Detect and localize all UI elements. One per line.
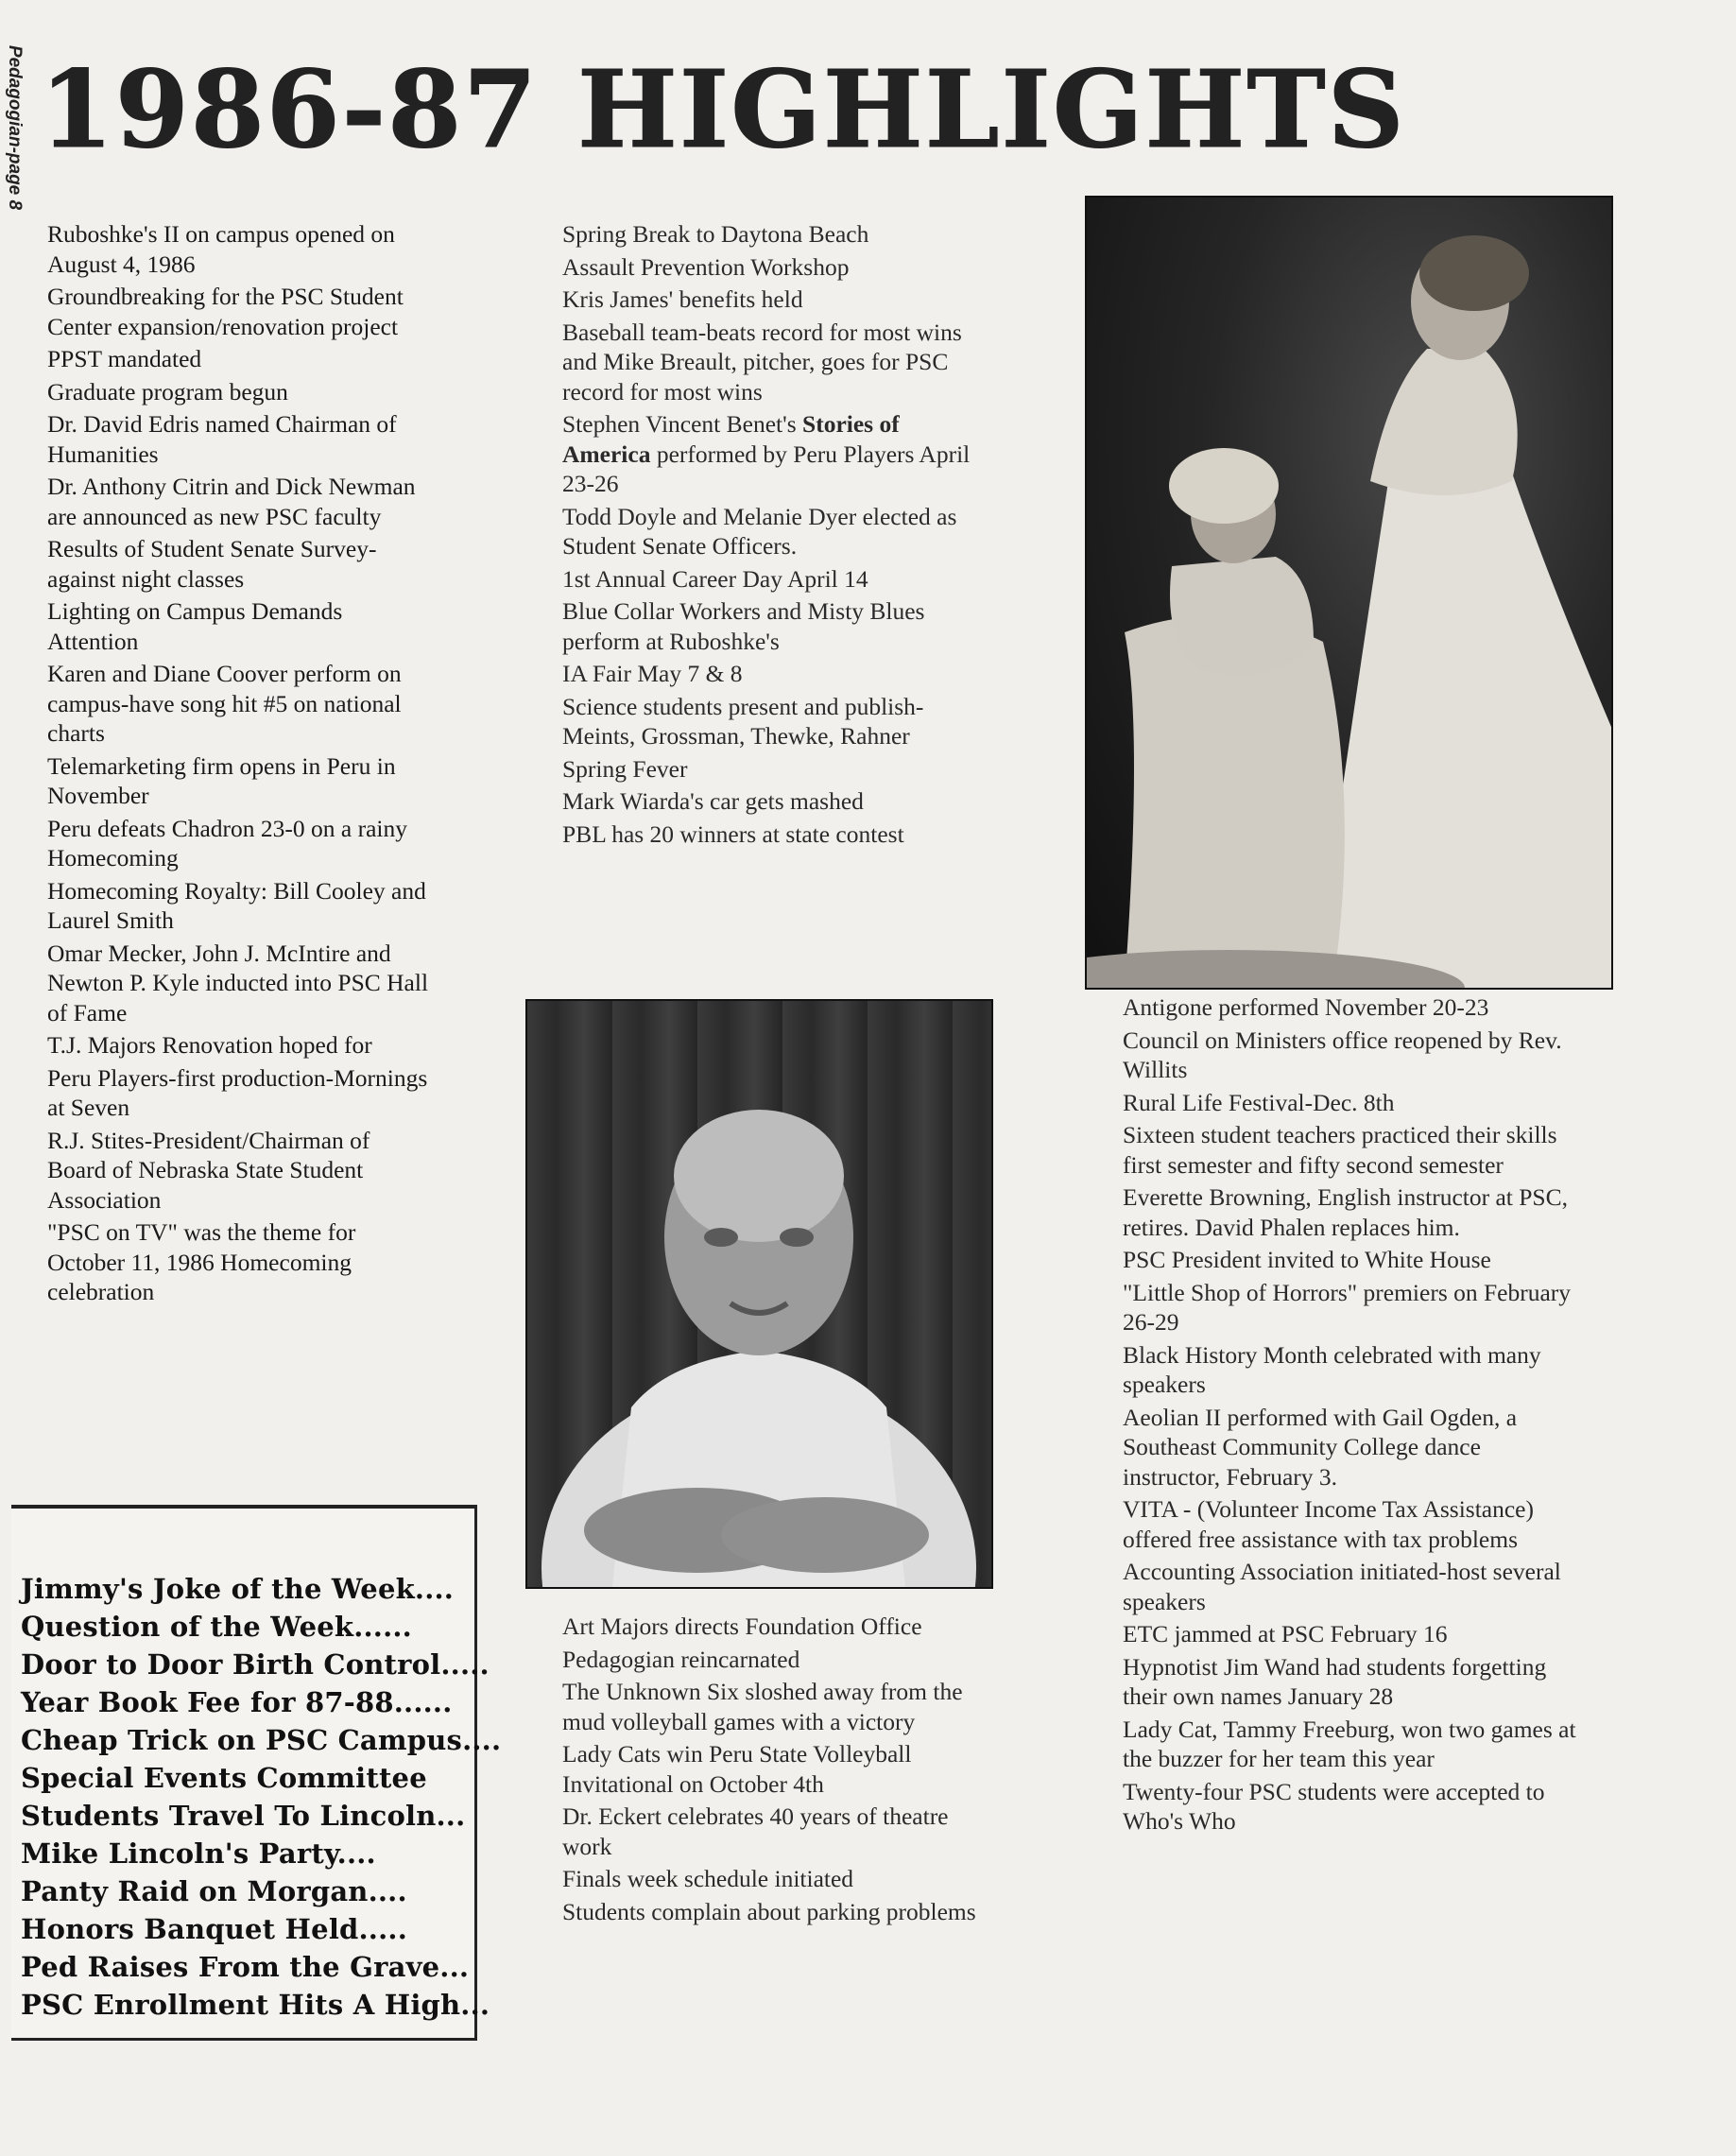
headlines-box [11, 1505, 502, 2041]
list-item: Sixteen student teachers practiced their skills first semester and fifty second semester [1123, 1121, 1557, 1179]
list-item: 1st Annual Career Day April 14 [562, 564, 868, 593]
list-item: Art Majors directs Foundation Office [562, 1613, 922, 1640]
list-item: Mark Wiarda's car gets mashed [562, 787, 864, 815]
list-item: Antigone performed November 20-23 [1123, 993, 1489, 1021]
antigone-photo [1085, 196, 1613, 990]
list-item: Everette Browning, English instructor at PSC, retires. David Phalen replaces him. [1123, 1183, 1568, 1241]
list-item: Finals week schedule initiated [562, 1865, 854, 1892]
box-item: Students Travel To Lincoln... [21, 1800, 466, 1832]
box-item: Mike Lincoln's Party.... [21, 1837, 376, 1870]
list-item: Karen and Diane Coover perform on campus-have song hit #5 on national charts [47, 660, 402, 747]
list-item: Peru defeats Chadron 23-0 on a rainy Homecoming [47, 814, 407, 871]
box-item: Jimmy's Joke of the Week.... [21, 1573, 455, 1605]
list-item: Students complain about parking problems [562, 1897, 976, 1925]
list-item: Groundbreaking for the PSC Student Center expansion/renovation project [47, 283, 404, 340]
antigone-illustration [1087, 198, 1611, 988]
list-item: Lady Cat, Tammy Freeburg, won two games at the buzzer for her team this year [1123, 1715, 1576, 1772]
list-item: R.J. Stites-President/Chairman of Board of Nebraska State Student Association [47, 1126, 370, 1214]
list-item: Black History Month celebrated with many speakers [1123, 1340, 1541, 1398]
box-item: Cheap Trick on PSC Campus.... [21, 1724, 502, 1756]
list-item: Lady Cats win Peru State Volleyball Invitational on October 4th [562, 1740, 912, 1798]
list-item: The Unknown Six sloshed away from the mud volleyball games with a victory [562, 1678, 963, 1735]
list-item: Lighting on Campus Demands Attention [47, 597, 343, 655]
box-item: Panty Raid on Morgan.... [21, 1875, 407, 1907]
list-item: Accounting Association initiated-host several speakers [1123, 1558, 1561, 1615]
list-item: Telemarketing firm opens in Peru in November [47, 751, 396, 809]
page-title: 1986-87 HIGHLIGHTS [40, 48, 1406, 172]
list-item: Graduate program begun [47, 377, 288, 405]
highlights-column-middle-top [562, 219, 978, 852]
box-item: Special Events Committee [21, 1762, 427, 1794]
list-item: Results of Student Senate Survey-against night classes [47, 535, 377, 593]
list-item: Assault Prevention Workshop [562, 252, 850, 281]
list-item: Spring Break to Daytona Beach [562, 220, 869, 248]
box-item: Year Book Fee for 87-88...... [21, 1686, 453, 1718]
list-item: T.J. Majors Renovation hoped for [47, 1031, 372, 1059]
highlights-column-right [1123, 992, 1584, 1839]
list-item: Homecoming Royalty: Bill Cooley and Laurel Smith [47, 876, 426, 934]
box-item: Honors Banquet Held..... [21, 1913, 407, 1945]
portrait-illustration [527, 1001, 991, 1587]
list-item: Rural Life Festival-Dec. 8th [1123, 1088, 1395, 1116]
box-item: PSC Enrollment Hits A High... [21, 1989, 490, 2021]
list-item: "PSC on TV" was the theme for October 11, 1986 Homecoming celebration [47, 1218, 356, 1305]
list-item: Dr. David Edris named Chairman of Humanities [47, 410, 397, 468]
list-item: Pedagogian reincarnated [562, 1645, 800, 1673]
list-item: VITA - (Volunteer Income Tax Assistance) offered free assistance with tax problems [1123, 1495, 1534, 1553]
list-item: "Little Shop of Horrors" premiers on February 26-29 [1123, 1278, 1572, 1336]
highlights-column-left [47, 219, 430, 1310]
list-item: Dr. Anthony Citrin and Dick Newman are announced as new PSC faculty [47, 473, 416, 530]
list-item: Dr. Eckert celebrates 40 years of theatre work [562, 1802, 949, 1860]
portrait-photo [525, 999, 993, 1589]
list-item: Baseball team-beats record for most wins and Mike Breault, pitcher, goes for PSC record for most wins [562, 318, 962, 405]
stories-prefix: Stephen Vincent Benet's [562, 410, 803, 438]
stories-suffix: performed by Peru Players April 23-26 [562, 440, 971, 497]
box-item: Question of the Week...... [21, 1611, 412, 1643]
list-item: Omar Mecker, John J. McIntire and Newton P. Kyle inducted into PSC Hall of Fame [47, 939, 429, 1026]
list-item: Peru Players-first production-Mornings at Seven [47, 1063, 428, 1121]
list-item: PBL has 20 winners at state contest [562, 819, 904, 848]
list-item-stories [562, 409, 978, 499]
headlines-list [21, 1570, 501, 2024]
box-item: Ped Raises From the Grave... [21, 1951, 470, 1983]
list-item: IA Fair May 7 & 8 [562, 660, 743, 687]
list-item: Aeolian II performed with Gail Ogden, a Southeast Community College dance instructor, February 3. [1123, 1403, 1518, 1491]
list-item: Kris James' benefits held [562, 285, 803, 313]
list-item: Council on Ministers office reopened by Rev. Willits [1123, 1026, 1562, 1083]
list-item: Hypnotist Jim Wand had students forgetting their own names January 28 [1123, 1652, 1547, 1710]
box-item: Door to Door Birth Control..... [21, 1648, 490, 1681]
list-item: Spring Fever [562, 754, 688, 783]
list-item: PSC President invited to White House [1123, 1246, 1491, 1273]
stories-title: Stories of America [562, 410, 900, 468]
list-item: Todd Doyle and Melanie Dyer elected as Student Senate Officers. [562, 502, 957, 560]
highlights-column-middle-bottom [562, 1612, 978, 1929]
list-item: PPST mandated [47, 345, 202, 372]
list-item: Twenty-four PSC students were accepted to Who's Who [1123, 1777, 1545, 1835]
list-item: Ruboshke's II on campus opened on August 4, 1986 [47, 220, 395, 278]
page-marker: Pedagogian-page 8 [5, 44, 26, 211]
list-item: Blue Collar Workers and Misty Blues perform at Ruboshke's [562, 597, 925, 655]
list-item: Science students present and publish-Meints, Grossman, Thewke, Rahner [562, 692, 924, 750]
list-item: ETC jammed at PSC February 16 [1123, 1620, 1448, 1647]
